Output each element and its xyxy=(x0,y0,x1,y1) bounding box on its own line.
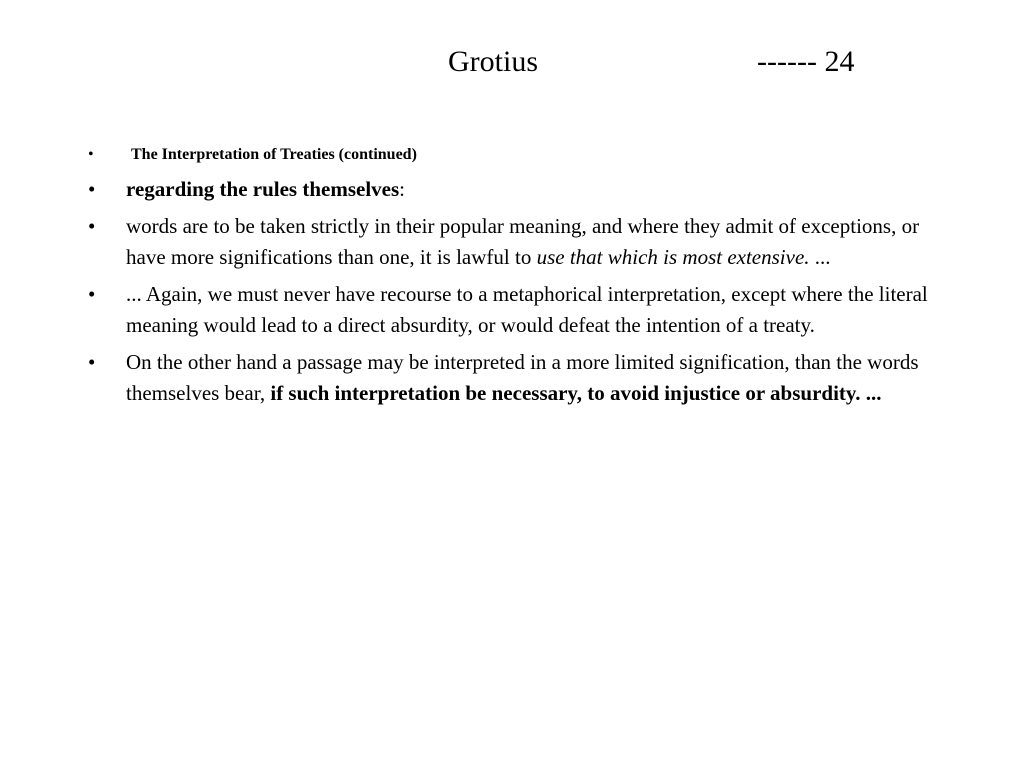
bullet-item-limited-signification xyxy=(88,347,948,409)
bullet-item-words-meaning xyxy=(88,211,948,273)
bullet-tail-text: ... xyxy=(809,245,831,269)
bullet-marker: • xyxy=(88,214,96,238)
bullet-item-metaphorical xyxy=(88,279,948,341)
bullet-marker: • xyxy=(88,177,96,201)
slide-number: ------ 24 xyxy=(757,45,855,78)
bullet-list xyxy=(88,142,948,415)
bullet-text: : xyxy=(399,177,405,201)
bullet-text: ... Again, we must never have recourse to a metaphorical interpretation, except where the literal meaning would lead to a direct absurdity, or would defeat the intention of a treaty. xyxy=(126,282,928,337)
bullet-marker: • xyxy=(88,350,96,374)
title-name: Grotius xyxy=(448,45,538,78)
bullet-marker: • xyxy=(88,146,94,163)
bullet-item-section-heading xyxy=(88,142,948,168)
bullet-text: words are to be taken strictly in their popular meaning, and where they admit of exceptions, or have more significations than one, it is lawful to xyxy=(126,214,920,269)
bullet-italic-text: use that which is most extensive. xyxy=(536,245,810,269)
bullet-item-rules xyxy=(88,174,948,205)
bullet-bold-text: if such interpretation be necessary, to avoid injustice or absurdity. ... xyxy=(270,381,882,405)
bullet-marker: • xyxy=(88,282,96,306)
bullet-text: On the other hand a passage may be interpreted in a more limited signification, than the words themselves bear, xyxy=(126,350,919,405)
section-heading: The Interpretation of Treaties (continued) xyxy=(131,146,417,163)
slide-title xyxy=(0,42,1024,82)
bullet-bold-text: regarding the rules themselves xyxy=(126,177,400,201)
